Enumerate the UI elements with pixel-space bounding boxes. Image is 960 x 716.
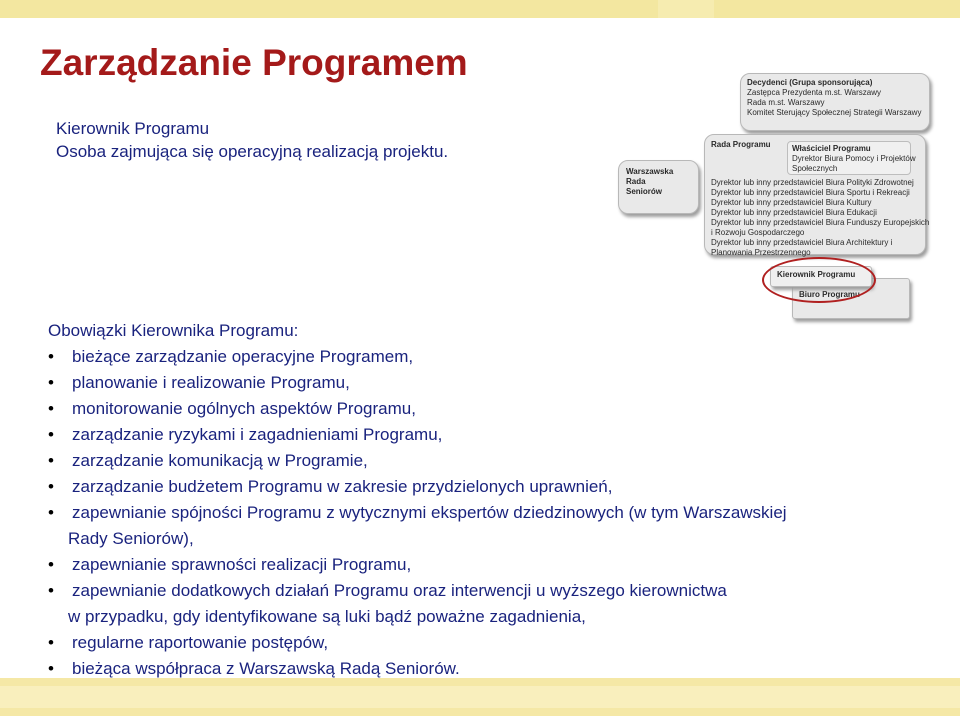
- council-member: Dyrektor lub inny przedstawiciel Biura Funduszy Europejskich: [711, 218, 930, 227]
- duty-item: [48, 448, 918, 474]
- council-member: Dyrektor lub inny przedstawiciel Biura Polityki Zdrowotnej: [711, 178, 914, 187]
- bullet-icon: •: [48, 633, 54, 652]
- bullet-icon: •: [48, 477, 54, 496]
- duty-text-continued: w przypadku, gdy identyfikowane są luki bądź poważne zagadnienia,: [68, 607, 586, 626]
- duty-text: bieżące zarządzanie operacyjne Programem,: [72, 347, 414, 366]
- decision-box-line: Komitet Sterujący Społecznej Strategii Warszawy: [747, 108, 922, 117]
- duty-text: regularne raportowanie postępów,: [72, 633, 329, 652]
- owner-box-line: Społecznych: [792, 164, 838, 173]
- bullet-icon: •: [48, 581, 54, 600]
- highlight-ellipse: [762, 257, 876, 303]
- duty-text: planowanie i realizowanie Programu,: [72, 373, 350, 392]
- bullet-icon: •: [48, 451, 54, 470]
- owner-box-title: Właściciel Programu: [792, 144, 871, 153]
- top-bar-segment: [658, 0, 714, 18]
- manager-box-label: Kierownik Programu: [777, 270, 856, 279]
- bullet-icon: •: [48, 659, 54, 678]
- seniors-box-line: Seniorów: [626, 187, 663, 196]
- decision-box-line: Rada m.st. Warszawy: [747, 98, 825, 107]
- duty-text: zarządzanie ryzykami i zagadnieniami Programu,: [72, 425, 443, 444]
- decision-box-title: Decydenci (Grupa sponsorująca): [747, 78, 873, 87]
- bottom-decorative-bar: [0, 678, 960, 716]
- role-description: Osoba zajmująca się operacyjną realizacją projektu.: [56, 142, 449, 161]
- duty-item: [48, 396, 918, 422]
- org-chart: [612, 70, 932, 315]
- role-intro: [56, 117, 448, 163]
- seniors-council-box: [618, 160, 699, 214]
- council-box-title: Rada Programu: [711, 140, 771, 149]
- slide-title: Zarządzanie Programem: [40, 42, 468, 83]
- duty-text: zarządzanie budżetem Programu w zakresie przydzielonych uprawnień,: [72, 477, 613, 496]
- role-title: Kierownik Programu: [56, 119, 210, 138]
- duty-item: [48, 500, 918, 552]
- duty-text: monitorowanie ogólnych aspektów Programu,: [72, 399, 416, 418]
- bullet-icon: •: [48, 399, 54, 418]
- council-members-list: [711, 178, 929, 258]
- top-decorative-bar: [0, 0, 960, 18]
- decision-box-line: Zastępca Prezydenta m.st. Warszawy: [747, 88, 881, 97]
- owner-box-line: Dyrektor Biura Pomocy i Projektów: [792, 154, 916, 163]
- bullet-icon: •: [48, 373, 54, 392]
- duty-item: [48, 578, 918, 630]
- duties-heading: Obowiązki Kierownika Programu:: [48, 321, 299, 340]
- duty-text: bieżąca współpraca z Warszawską Radą Seniorów.: [72, 659, 460, 678]
- council-member: Dyrektor lub inny przedstawiciel Biura Sportu i Rekreacji: [711, 188, 910, 197]
- program-council-box: [704, 134, 930, 257]
- bullet-icon: •: [48, 347, 54, 366]
- duty-text-continued: Rady Seniorów),: [68, 529, 194, 548]
- bottom-bar-stripe: [0, 686, 960, 708]
- duties-section: [48, 318, 918, 682]
- duties-list: [48, 344, 918, 682]
- council-member: Planowania Przestrzennego: [711, 248, 811, 257]
- duty-item: [48, 422, 918, 448]
- decision-makers-box: [740, 73, 930, 131]
- duty-text: zapewnianie sprawności realizacji Programu,: [72, 555, 412, 574]
- office-box-label: Biuro Programu: [799, 290, 860, 299]
- council-member: i Rozwoju Gospodarczego: [711, 228, 805, 237]
- seniors-box-line: Rada: [626, 177, 646, 186]
- seniors-box-line: Warszawska: [626, 167, 674, 176]
- duty-text: zapewnianie spójności Programu z wytycznymi ekspertów dziedzinowych (w tym Warszawskiej: [72, 503, 787, 522]
- program-owner-box: [787, 141, 916, 175]
- council-member: Dyrektor lub inny przedstawiciel Biura Kultury: [711, 198, 872, 207]
- duty-text: zarządzanie komunikacją w Programie,: [72, 451, 368, 470]
- duty-item: [48, 630, 918, 656]
- bullet-icon: •: [48, 503, 54, 522]
- council-member: Dyrektor lub inny przedstawiciel Biura Architektury i: [711, 238, 893, 247]
- duty-item: [48, 344, 918, 370]
- council-member: Dyrektor lub inny przedstawiciel Biura Edukacji: [711, 208, 877, 217]
- bullet-icon: •: [48, 425, 54, 444]
- duty-item: [48, 552, 918, 578]
- bullet-icon: •: [48, 555, 54, 574]
- duty-item: [48, 370, 918, 396]
- duty-text: zapewnianie dodatkowych działań Programu oraz interwencji u wyższego kierownictwa: [72, 581, 727, 600]
- duty-item: [48, 474, 918, 500]
